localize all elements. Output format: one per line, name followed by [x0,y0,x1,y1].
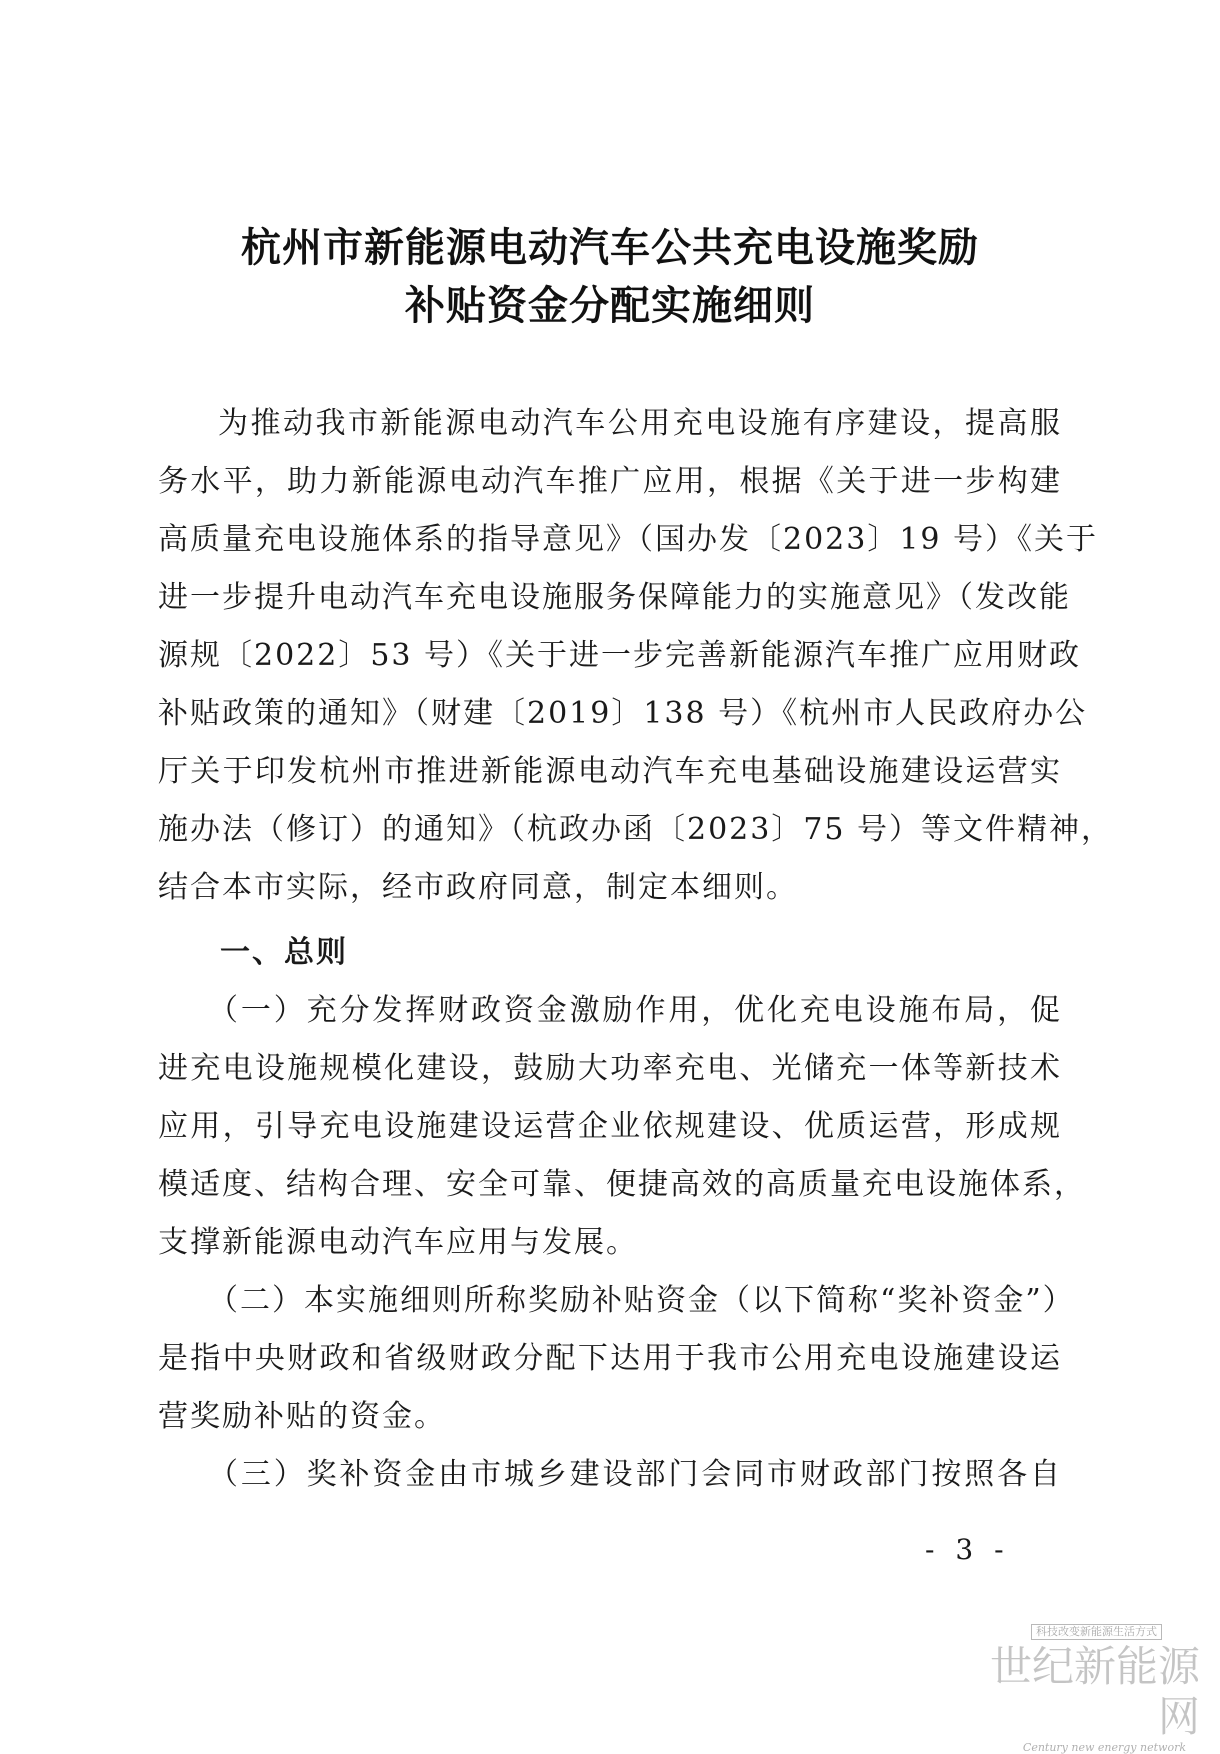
text-line: 进充电设施规模化建设，鼓励大功率充电、光储充一体等新技术 [158,1051,1062,1086]
text-line: （一）充分发挥财政资金激励作用，优化充电设施布局，促 [208,993,1062,1028]
text-line: 结合本市实际，经市政府同意，制定本细则。 [158,870,798,905]
text-line: 源规〔2022〕53 号）《关于进一步完善新能源汽车推广应用财政 [158,638,1082,673]
text-line: 厅关于印发杭州市推进新能源电动汽车充电基础设施建设运营实 [158,754,1062,789]
text-line: 务水平，助力新能源电动汽车推广应用，根据《关于进一步构建 [158,464,1062,499]
document-title-line2: 补贴资金分配实施细则 [405,283,815,329]
paragraph-intro [158,395,1114,917]
text-line: 为推动我市新能源电动汽车公用充电设施有序建设，提高服 [218,406,1062,441]
page-number: - 3 - [925,1533,1010,1566]
text-line: 高质量充电设施体系的指导意见》（国办发〔2023〕19 号）《关于 [158,522,1099,557]
text-line: 应用，引导充电设施建设运营企业依规建设、优质运营，形成规 [158,1109,1062,1144]
watermark-logo [955,1620,1200,1754]
text-line: 模适度、结构合理、安全可靠、便捷高效的高质量充电设施体系， [158,1167,1086,1202]
document-title-line1: 杭州市新能源电动汽车公共充电设施奖励 [241,225,979,271]
paragraph-clause-3 [158,1446,1062,1504]
paragraph-clause-1 [158,982,1086,1272]
watermark-slogan: 科技改变新能源生活方式 [1031,1624,1162,1640]
text-line: 进一步提升电动汽车充电设施服务保障能力的实施意见》（发改能 [158,580,1071,615]
text-line: 营奖励补贴的资金。 [158,1399,446,1434]
text-line: （二）本实施细则所称奖励补贴资金（以下简称“奖补资金”） [208,1283,1075,1318]
text-line: 施办法（修订）的通知》（杭政办函〔2023〕75 号）等文件精神， [158,812,1114,847]
text-line: 补贴政策的通知》（财建〔2019〕138 号）《杭州市人民政府办公 [158,696,1088,731]
text-line: （三）奖补资金由市城乡建设部门会同市财政部门按照各自 [208,1457,1062,1492]
text-line: 支撑新能源电动汽车应用与发展。 [158,1225,638,1260]
section-heading-general: 一、总则 [220,935,348,970]
watermark-english-name: Century new energy network [1022,1741,1186,1754]
text-line: 是指中央财政和省级财政分配下达用于我市公用充电设施建设运 [158,1341,1062,1376]
paragraph-clause-2 [158,1272,1075,1446]
watermark-site-name: 世纪新能源网 [989,1642,1200,1741]
